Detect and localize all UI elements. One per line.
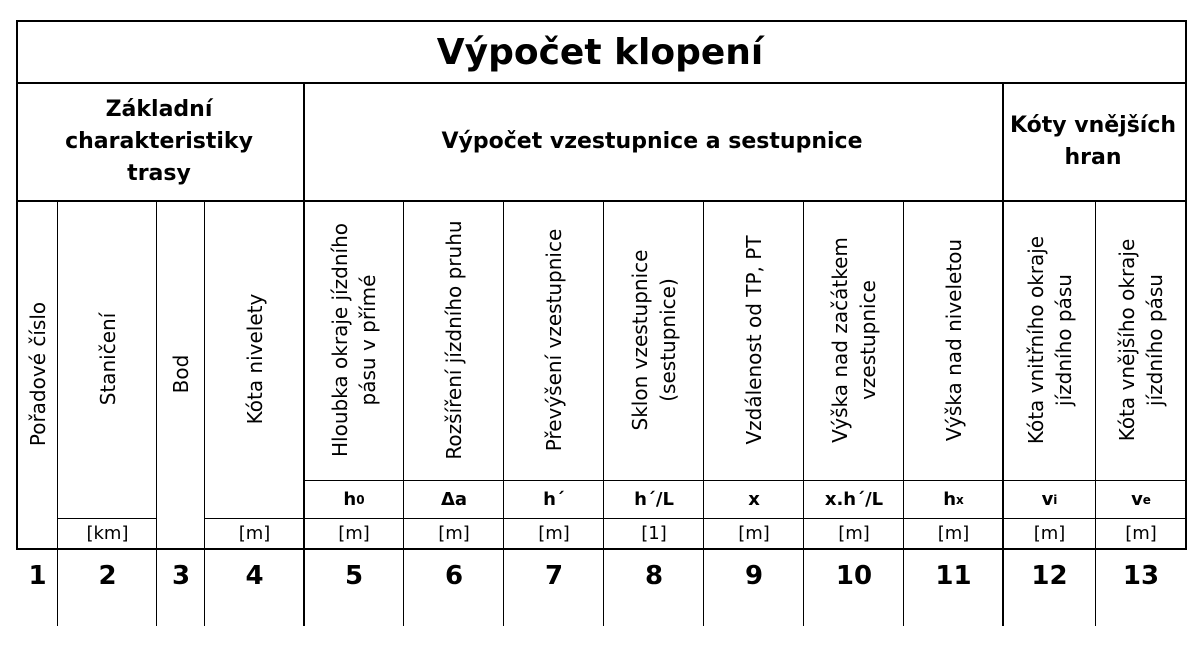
column-header-label: Hloubka okraje jízdního pásu v přímé xyxy=(328,223,380,458)
column-header-5 xyxy=(305,202,403,478)
group-superelevation-calc: Výpočet vzestupnice a sestupnice xyxy=(441,129,863,154)
column-header-label: Staničení xyxy=(95,312,120,406)
column-unit-12: [m] xyxy=(1033,523,1066,544)
column-symbol-7 xyxy=(505,481,603,518)
column-header-label: Výška nad začátkem vzestupnice xyxy=(828,237,880,443)
column-symbol-8 xyxy=(605,481,703,518)
column-header-8 xyxy=(605,202,703,478)
column-header-1 xyxy=(18,202,57,546)
symbol-main: x xyxy=(748,489,760,510)
column-unit-2: [km] xyxy=(86,523,129,544)
column-unit-4: [m] xyxy=(238,523,271,544)
column-unit-8: [1] xyxy=(641,523,667,544)
group-basic-characteristics: Základní charakteristiky trasy xyxy=(65,97,253,186)
column-header-label: Kóta nivelety xyxy=(242,293,267,425)
column-header-label: Rozšíření jízdního pruhu xyxy=(442,220,466,460)
column-symbol-11 xyxy=(905,481,1002,518)
column-symbol-10 xyxy=(805,481,903,518)
column-header-label: Vzdálenost od TP, PT xyxy=(742,235,766,445)
symbol-subscript: 0 xyxy=(356,492,365,507)
symbol-main: v xyxy=(1041,489,1054,510)
column-separator xyxy=(803,200,804,626)
column-header-11 xyxy=(905,202,1002,478)
symbol-main: h xyxy=(943,489,957,510)
column-separator xyxy=(156,200,157,626)
column-separator xyxy=(204,200,205,626)
column-number-10: 10 xyxy=(835,561,873,591)
symbol-main: v xyxy=(1131,489,1143,510)
column-header-label: Pořadové číslo xyxy=(25,301,50,447)
column-header-13 xyxy=(1097,202,1185,478)
table-title: Výpočet klopení xyxy=(436,31,764,73)
symbol-subscript: x xyxy=(956,492,964,507)
column-header-6 xyxy=(405,202,503,478)
column-number-3: 3 xyxy=(171,561,191,591)
symbol-subscript: e xyxy=(1142,492,1151,507)
column-number-5: 5 xyxy=(344,561,364,591)
symbol-main: h´ xyxy=(543,489,565,510)
column-header-10 xyxy=(805,202,903,478)
group-separator xyxy=(303,82,305,200)
column-header-7 xyxy=(505,202,603,478)
symbol-main: h´/L xyxy=(634,489,674,510)
number-row-divider xyxy=(16,548,1187,550)
column-separator xyxy=(403,200,404,626)
column-separator xyxy=(703,200,704,626)
column-header-label: Sklon vzestupnice (sestupnice) xyxy=(628,249,680,431)
column-unit-9: [m] xyxy=(738,523,770,544)
symbol-main: Δa xyxy=(440,489,468,510)
column-unit-6: [m] xyxy=(438,523,470,544)
column-number-6: 6 xyxy=(444,561,464,591)
column-separator xyxy=(1095,200,1096,626)
column-separator xyxy=(503,200,504,626)
table-border-right xyxy=(1185,20,1187,550)
column-number-11: 11 xyxy=(935,561,972,591)
column-header-9 xyxy=(705,202,803,478)
column-number-9: 9 xyxy=(744,561,764,591)
column-header-3 xyxy=(158,202,204,546)
column-number-8: 8 xyxy=(644,561,664,591)
column-separator xyxy=(57,200,58,626)
group-outer-edge-levels: Kóty vnějších hran xyxy=(1009,113,1177,170)
column-symbol-5 xyxy=(305,481,403,518)
symbol-subscript: i xyxy=(1053,492,1058,507)
column-symbol-6 xyxy=(405,481,503,518)
column-unit-13: [m] xyxy=(1125,523,1157,544)
column-number-7: 7 xyxy=(544,561,564,591)
column-header-4 xyxy=(206,202,303,516)
column-separator xyxy=(903,200,904,626)
column-unit-11: [m] xyxy=(937,523,970,544)
column-header-12 xyxy=(1004,202,1095,478)
table-border-top xyxy=(16,20,1187,22)
column-header-2 xyxy=(59,202,156,516)
column-header-label: Kóta vnějšího okraje jízdního pásu xyxy=(1115,238,1167,442)
column-number-2: 2 xyxy=(98,561,117,591)
column-separator xyxy=(603,200,604,626)
column-symbol-13 xyxy=(1097,481,1185,518)
column-unit-5: [m] xyxy=(338,523,370,544)
group-separator xyxy=(1002,82,1004,200)
column-symbol-9 xyxy=(705,481,803,518)
column-number-13: 13 xyxy=(1122,561,1160,591)
column-unit-7: [m] xyxy=(538,523,570,544)
column-symbol-12 xyxy=(1004,481,1095,518)
column-unit-10: [m] xyxy=(838,523,870,544)
column-header-label: Kóta vnitřního okraje jízdního pásu xyxy=(1023,235,1076,445)
column-header-label: Výška nad niveletou xyxy=(941,238,966,442)
column-header-label: Převýšení vzestupnice xyxy=(542,228,566,452)
title-divider xyxy=(16,82,1187,84)
symbol-main: x.h´/L xyxy=(824,489,884,510)
symbol-main: h xyxy=(343,489,357,510)
column-number-1: 1 xyxy=(28,561,47,591)
column-number-12: 12 xyxy=(1031,561,1068,591)
column-number-4: 4 xyxy=(245,561,264,591)
column-header-label: Bod xyxy=(169,354,193,394)
